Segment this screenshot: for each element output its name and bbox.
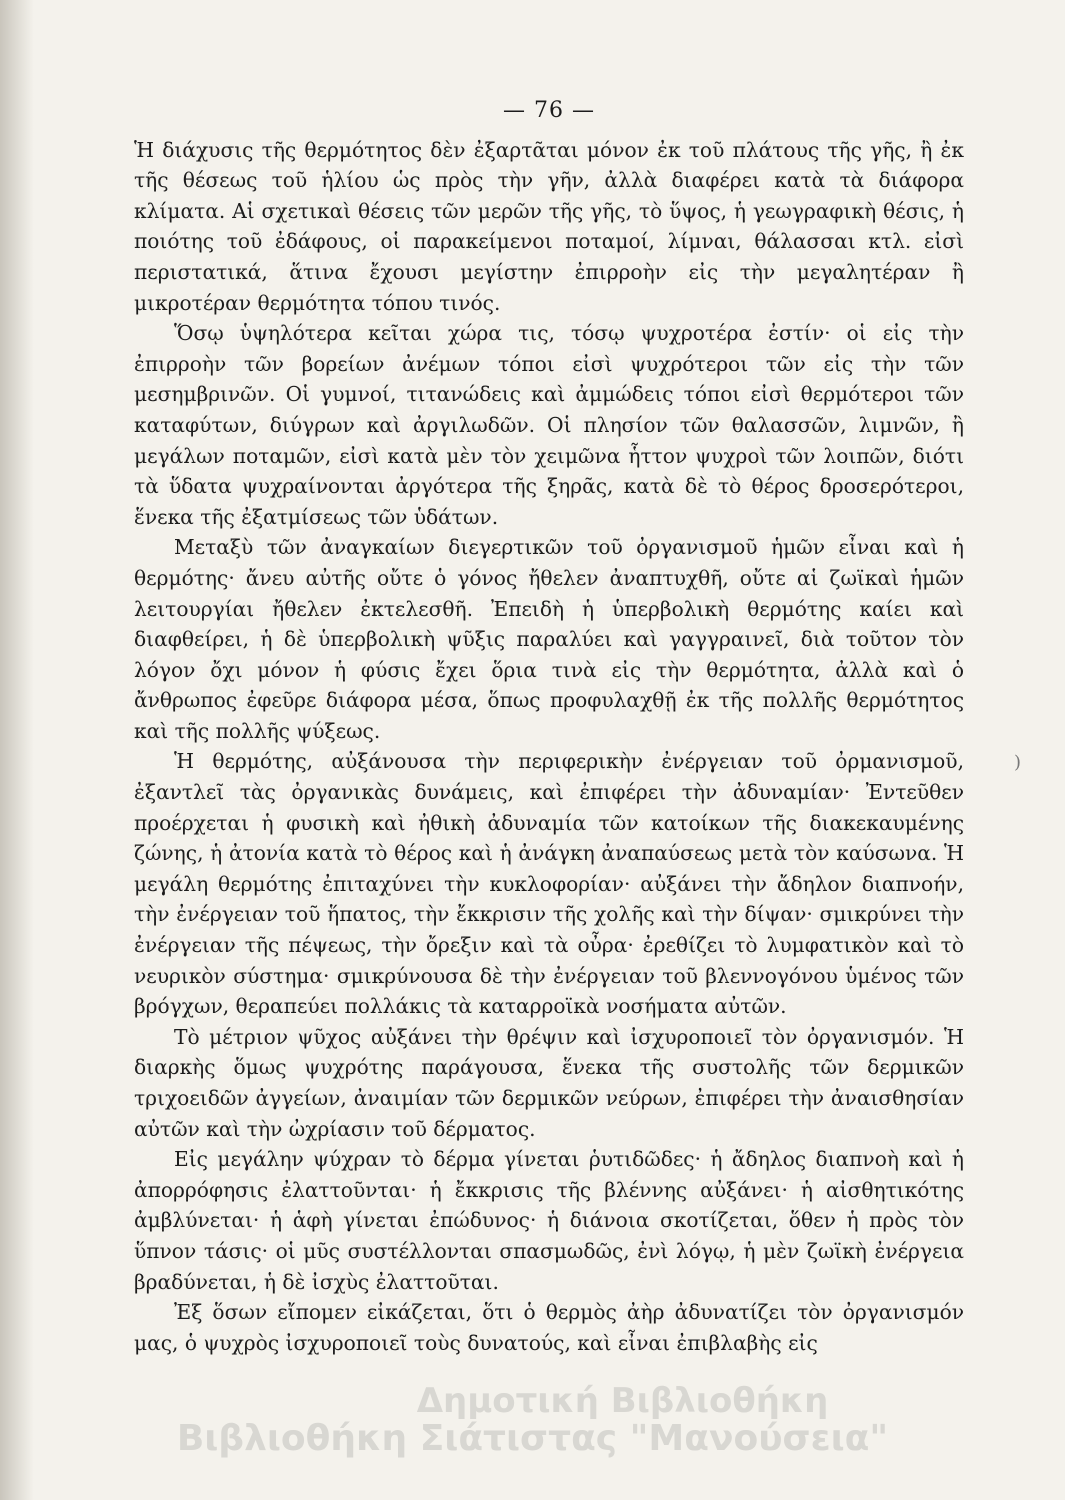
watermark-line-1: Δημοτική Βιβλιοθήκη [416, 1381, 829, 1421]
paragraph-1: Ἡ διάχυσις τῆς θερμότητος δὲν ἐξαρτᾶται μόνον ἐκ τοῦ πλάτους τῆς γῆς, ἢ ἐκ τῆς θέσεως τοῦ ἡλίου ὡς πρὸς τὴν γῆν, ἀλλὰ διαφέρει κατὰ τὰ διάφορα κλίματα. Αἱ σχετικαὶ θέσεις τῶν μερῶν τῆς γῆς, τὸ ὕψος, ἡ γεωγραφικὴ θέσις, ἡ ποιότης τοῦ ἐδάφους, οἱ παρακείμενοι ποταμοί, λίμναι, θάλασσαι κτλ. εἰσὶ περιστατικά, ἅτινα ἔχουσι μεγίστην ἐπιρροὴν εἰς τὴν μεγαλητέραν ἢ μικροτέραν θερμότητα τόπου τινός. [134, 137, 964, 315]
paragraph-7: Ἐξ ὅσων εἴπομεν εἰκάζεται, ὅτι ὁ θερμὸς ἀὴρ ἀδυνατίζει τὸν ὀργανισμόν μας, ὁ ψυχρὸς ἰσχυροποιεῖ τοὺς δυνατούς, καὶ εἶναι ἐπιβλαβὴς εἰς [134, 1300, 964, 1355]
margin-bracket-mark: ) [1014, 752, 1022, 773]
paragraph-4: Ἡ θερμότης, αὐξάνουσα τὴν περιφερικὴν ἐνέργειαν τοῦ ὀρμανισμοῦ, ἐξαντλεῖ τὰς ὀργανικὰς δυνάμεις, καὶ ἐπιφέρει τὴν ἀδυναμίαν· Ἐντεῦθεν προέρχεται ἡ φυσικὴ καὶ ἠθικὴ ἀδυναμία τῶν κατοίκων τῆς διακεκαυμένης ζώνης, ἡ ἀτονία κατὰ τὸ θέρος καὶ ἡ ἀνάγκη ἀναπαύσεως μετὰ τὸν καύσωνα. Ἡ μεγάλη θερμότης ἐπιταχύνει τὴν κυκλοφορίαν· αὐξάνει τὴν ἄδηλον διαπνοήν, τὴν ἐνέργειαν τοῦ ἥπατος, τὴν ἔκκρισιν τῆς χολῆς καὶ τὴν δίψαν· σμικρύνει τὴν ἐνέργειαν τῆς πέψεως, τὴν ὄρεξιν καὶ τὰ οὖρα· ἐρεθίζει τὸ λυμφατικὸν καὶ τὸ νευρικὸν σύστημα· σμικρύνουσα δὲ τὴν ἐνέργειαν τοῦ βλεννογόνου ὑμένος τῶν βρόγχων, θεραπεύει πολλάκις τὰ καταρροϊκὰ νοσήματα αὐτῶν. [134, 749, 964, 1019]
page-text [134, 96, 964, 1358]
paragraph-2: Ὅσῳ ὑψηλότερα κεῖται χώρα τις, τόσῳ ψυχροτέρα ἐστίν· οἱ εἰς τὴν ἐπιρροὴν τῶν βορείων ἀνέμων τόποι εἰσὶ ψυχρότεροι τῶν εἰς τὴν τῶν μεσημβρινῶν. Οἱ γυμνοί, τιτανώδεις καὶ ἀμμώδεις τόποι εἰσὶ θερμότεροι τῶν καταφύτων, διύγρων καὶ ἀργιλωδῶν. Οἱ πλησίον τῶν θαλασσῶν, λιμνῶν, ἢ μεγάλων ποταμῶν, εἰσὶ κατὰ μὲν τὸν χειμῶνα ἧττον ψυχροὶ τῶν λοιπῶν, διότι τὰ ὕδατα ψυχραίνονται ἀργότερα τῆς ξηρᾶς, κατὰ δὲ τὸ θέρος δροσερότεροι, ἕνεκα τῆς ἐξατμίσεως τῶν ὑδάτων. [134, 321, 964, 529]
paragraph-3: Μεταξὺ τῶν ἀναγκαίων διεγερτικῶν τοῦ ὀργανισμοῦ ἡμῶν εἶναι καὶ ἡ θερμότης· ἄνευ αὐτῆς οὔτε ὁ γόνος ἤθελεν ἀναπτυχθῆ, οὔτε αἱ ζωϊκαὶ ἡμῶν λειτουργίαι ἤθελεν ἐκτελεσθῆ. Ἐπειδὴ ἡ ὑπερβολικὴ θερμότης καίει καὶ διαφθείρει, ἡ δὲ ὑπερβολικὴ ψῦξις παραλύει καὶ γαγγραινεῖ, διὰ τοῦτον τὸν λόγον ὄχι μόνον ἡ φύσις ἔχει ὅρια τινὰ εἰς τὴν θερμότητα, ἀλλὰ καὶ ὁ ἄνθρωπος ἐφεῦρε διάφορα μέσα, ὅπως προφυλαχθῇ ἐκ τῆς πολλῆς θερμότητος καὶ τῆς πολλῆς ψύξεως. [134, 535, 964, 743]
paragraph-6: Εἰς μεγάλην ψύχραν τὸ δέρμα γίνεται ῥυτιδῶδες· ἡ ἄδηλος διαπνοὴ καὶ ἡ ἀπορρόφησις ἐλαττοῦνται· ἡ ἔκκρισις τῆς βλέννης αὐξάνει· ἡ αἰσθητικότης ἀμβλύνεται· ἡ ἁφὴ γίνεται ἐπώδυνος· ἡ διάνοια σκοτίζεται, ὅθεν ἡ πρὸς τὸν ὕπνον τάσις· οἱ μῦς συστέλλονται σπασμωδῶς, ἐνὶ λόγῳ, ἡ μὲν ζωϊκὴ ἐνέργεια βραδύνεται, ἡ δὲ ἰσχὺς ἐλαττοῦται. [134, 1147, 964, 1294]
watermark-line-2: Βιβλιοθήκη Σιάτιστας "Μανούσεια" [176, 1418, 889, 1459]
library-watermark [0, 1382, 1065, 1458]
paragraph-5: Τὸ μέτριον ψῦχος αὐξάνει τὴν θρέψιν καὶ ἰσχυροποιεῖ τὸν ὀργανισμόν. Ἡ διαρκὴς ὅμως ψυχρότης παράγουσα, ἕνεκα τῆς συστολῆς τῶν δερμικῶν τριχοειδῶν ἀγγείων, ἀναιμίαν τῶν δερμικῶν νεύρων, ἐπιφέρει τὴν ἀναισθησίαν αὐτῶν καὶ τὴν ὠχρίασιν τοῦ δέρματος. [134, 1024, 964, 1141]
page-number: — 76 — [503, 98, 595, 123]
page-shadow [0, 0, 34, 1500]
